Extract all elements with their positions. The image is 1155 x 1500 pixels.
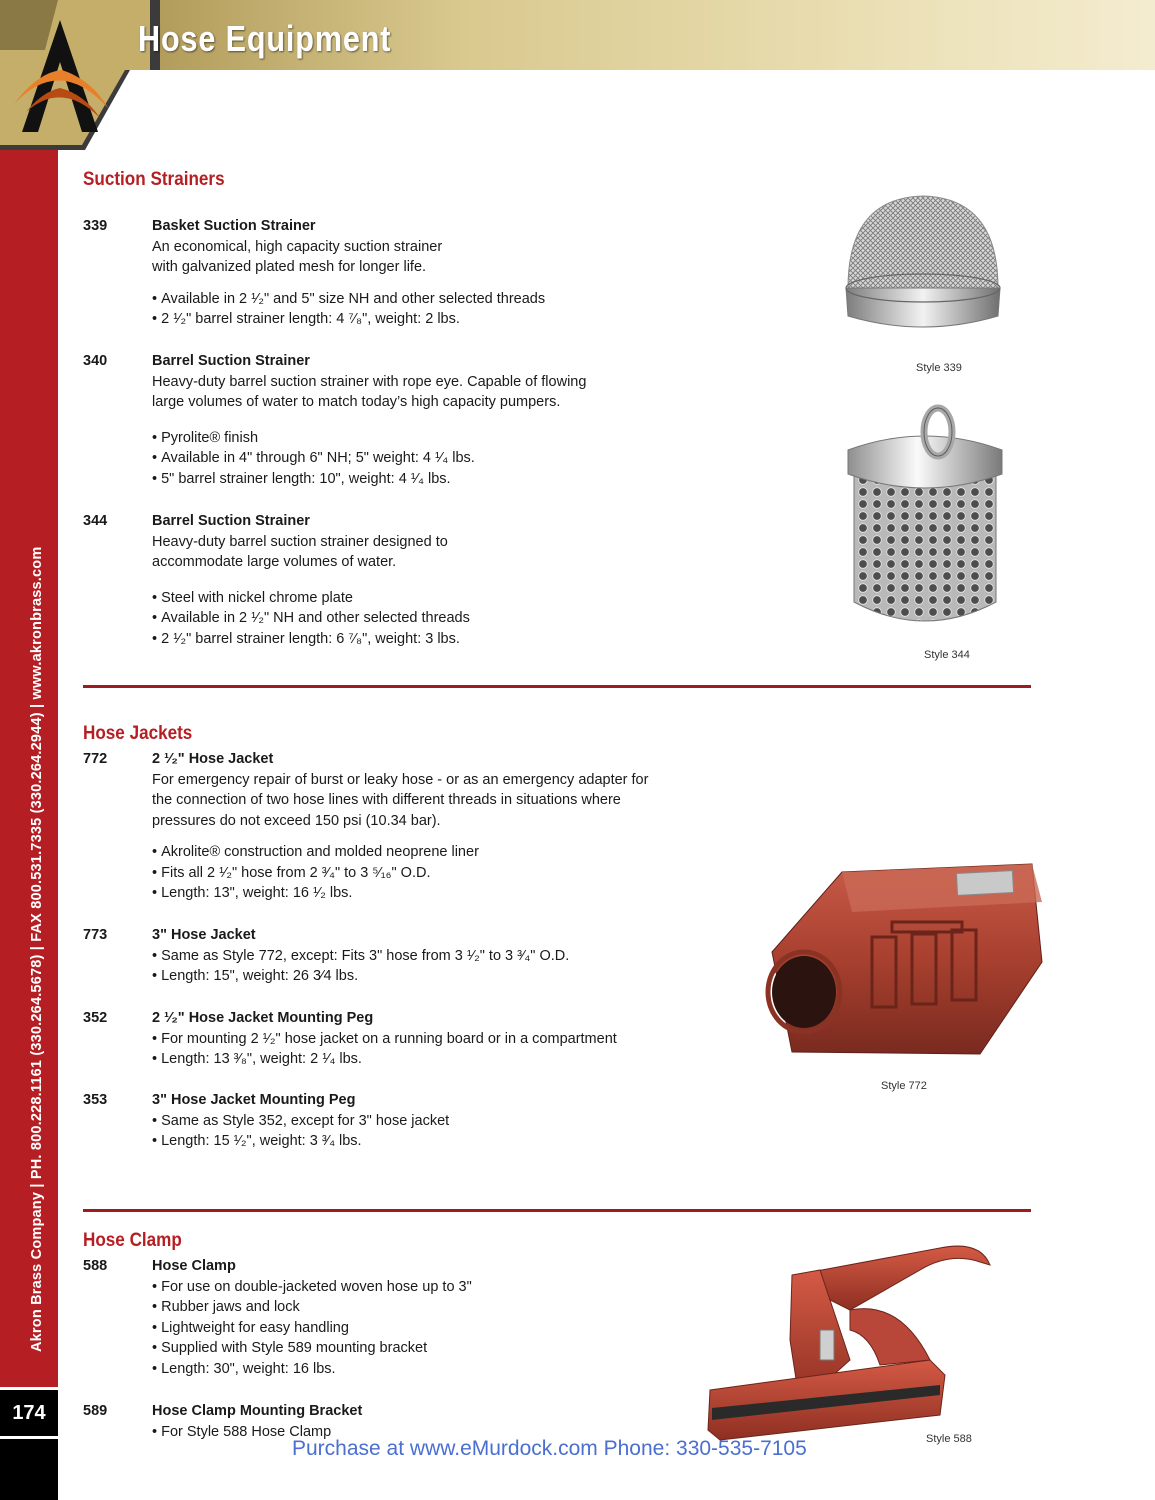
hose-jacket-image — [752, 842, 1052, 1074]
feature-list — [152, 1277, 723, 1380]
feature-bullet: • Steel with nickel chrome plate — [152, 588, 723, 609]
hose-clamp-image — [700, 1240, 1000, 1445]
feature-list — [152, 1111, 723, 1152]
feature-bullet: • Supplied with Style 589 mounting bracket — [152, 1338, 723, 1359]
feature-bullet: • Length: 15 ¹⁄₂", weight: 3 ³⁄₄ lbs. — [152, 1131, 723, 1152]
item-description-line: accommodate large volumes of water. — [152, 554, 397, 570]
section-divider — [83, 1209, 1031, 1212]
item-description-line: with galvanized plated mesh for longer life. — [152, 259, 427, 275]
feature-bullet: • Available in 2 ¹⁄₂" and 5" size NH and other selected threads — [152, 289, 723, 310]
item-name: 3" Hose Jacket Mounting Peg — [152, 1092, 356, 1108]
product-item-340 — [83, 351, 723, 489]
feature-bullet: • Length: 13 ³⁄₈", weight: 2 ¹⁄₄ lbs. — [152, 1049, 723, 1070]
item-description-line: For emergency repair of burst or leaky hose - or as an emergency adapter for — [152, 771, 649, 788]
page-title: Hose Equipment — [138, 18, 392, 59]
feature-bullet: • Length: 15", weight: 26 3⁄4 lbs. — [152, 966, 723, 987]
item-description-line: pressures do not exceed 150 psi (10.34 bar). — [152, 812, 441, 829]
product-item-772 — [83, 749, 743, 904]
product-item-353 — [83, 1090, 723, 1152]
feature-list — [152, 588, 723, 650]
item-name: 2 ¹⁄₂" Hose Jacket Mounting Peg — [152, 1010, 374, 1026]
item-name: Barrel Suction Strainer — [152, 513, 310, 529]
item-name: Hose Clamp Mounting Bracket — [152, 1403, 363, 1419]
image-caption: Style 339 — [916, 362, 962, 374]
item-name: Barrel Suction Strainer — [152, 353, 310, 369]
feature-list — [152, 289, 723, 330]
feature-bullet: • Rubber jaws and lock — [152, 1297, 723, 1318]
feature-bullet: • Length: 13", weight: 16 ¹⁄₂ lbs. — [152, 883, 743, 904]
feature-bullet: • Akrolite® construction and molded neoprene liner — [152, 842, 743, 863]
item-name: 2 ¹⁄₂" Hose Jacket — [152, 751, 274, 767]
product-item-339 — [83, 216, 723, 330]
image-caption: Style 588 — [926, 1433, 972, 1445]
item-description-line: large volumes of water to match today’s high capacity pumpers. — [152, 394, 561, 410]
image-caption: Style 772 — [881, 1080, 927, 1092]
feature-bullet: • 2 ¹⁄₂" barrel strainer length: 4 ⁷⁄₈", weight: 2 lbs. — [152, 309, 723, 330]
item-description-line: Heavy-duty barrel suction strainer with rope eye. Capable of flowing — [152, 373, 587, 390]
feature-bullet: • Available in 4" through 6" NH; 5" weight: 4 ¹⁄₄ lbs. — [152, 448, 723, 469]
section-title-hose-clamp: Hose Clamp — [83, 1230, 182, 1251]
item-name: 3" Hose Jacket — [152, 927, 256, 943]
product-item-352 — [83, 1008, 723, 1070]
barrel-strainer-image — [842, 402, 1008, 642]
page-number: 174 — [12, 1402, 46, 1424]
item-number: 352 — [83, 1010, 108, 1026]
section-divider — [83, 685, 1031, 688]
feature-bullet: • Length: 30", weight: 16 lbs. — [152, 1359, 723, 1380]
product-item-344 — [83, 511, 723, 649]
feature-list — [152, 428, 723, 490]
feature-bullet: • Available in 2 ¹⁄₂" NH and other selected threads — [152, 608, 723, 629]
feature-bullet: • For Style 588 Hose Clamp — [152, 1422, 723, 1443]
section-title-suction-strainers: Suction Strainers — [83, 169, 225, 190]
page-number-box — [0, 1387, 58, 1439]
item-description-line: the connection of two hose lines with different threads in situations where — [152, 792, 621, 808]
section-title-hose-jackets: Hose Jackets — [83, 723, 193, 744]
item-description-line: Heavy-duty barrel suction strainer designed to — [152, 533, 448, 550]
feature-list — [152, 842, 743, 904]
sidebar-company-contact: Akron Brass Company | PH. 800.228.1161 (330.264.5678) | FAX 800.531.7335 (330.264.2944) | www.akronbrass.com — [29, 546, 45, 1352]
feature-bullet: • Lightweight for easy handling — [152, 1318, 723, 1339]
feature-bullet: • Pyrolite® finish — [152, 428, 723, 449]
item-number: 344 — [83, 513, 108, 529]
feature-bullet: • Same as Style 772, except: Fits 3" hose from 3 ¹⁄₂" to 3 ³⁄₄" O.D. — [152, 946, 723, 967]
purchase-watermark: Purchase at www.eMurdock.com Phone: 330-535-7105 — [292, 1437, 807, 1460]
feature-bullet: • For mounting 2 ¹⁄₂" hose jacket on a running board or in a compartment — [152, 1029, 723, 1050]
feature-list — [152, 1029, 723, 1070]
product-item-588 — [83, 1256, 723, 1379]
item-number: 772 — [83, 751, 108, 767]
item-number: 340 — [83, 353, 108, 369]
feature-bullet: • For use on double-jacketed woven hose up to 3" — [152, 1277, 723, 1298]
feature-bullet: • Fits all 2 ¹⁄₂" hose from 2 ³⁄₄" to 3 ⁵⁄₁₆" O.D. — [152, 863, 743, 884]
item-description-line: An economical, high capacity suction strainer — [152, 238, 443, 255]
image-caption: Style 344 — [924, 649, 970, 661]
akron-logo-icon — [0, 0, 160, 150]
item-name: Hose Clamp — [152, 1258, 236, 1274]
product-item-589 — [83, 1401, 723, 1442]
item-number: 353 — [83, 1092, 108, 1108]
feature-bullet: • Same as Style 352, except for 3" hose jacket — [152, 1111, 723, 1132]
item-number: 589 — [83, 1403, 108, 1419]
feature-bullet: • 2 ¹⁄₂" barrel strainer length: 6 ⁷⁄₈", weight: 3 lbs. — [152, 629, 723, 650]
product-item-773 — [83, 925, 723, 987]
sidebar — [0, 150, 58, 1500]
item-number: 588 — [83, 1258, 108, 1274]
item-number: 773 — [83, 927, 108, 943]
basket-strainer-image — [838, 188, 1008, 348]
page-header — [0, 0, 1155, 150]
feature-bullet: • 5" barrel strainer length: 10", weight: 4 ¹⁄₄ lbs. — [152, 469, 723, 490]
feature-list — [152, 946, 723, 987]
item-name: Basket Suction Strainer — [152, 218, 316, 234]
sidebar-bottom-block — [0, 1439, 58, 1500]
item-number: 339 — [83, 218, 108, 234]
